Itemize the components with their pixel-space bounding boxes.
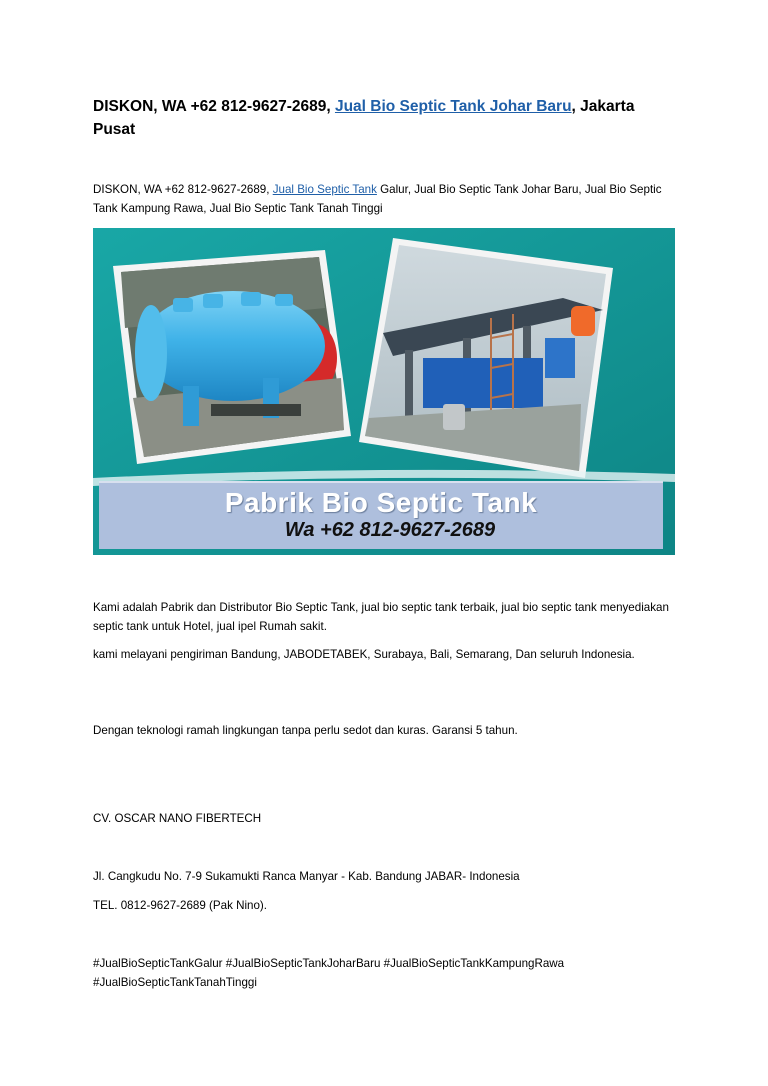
title-link[interactable]: Jual Bio Septic Tank Johar Baru: [334, 98, 572, 115]
banner-title: Pabrik Bio Septic Tank: [224, 487, 538, 518]
company-name: CV. OSCAR NANO FIBERTECH: [93, 812, 262, 825]
intro-link[interactable]: Jual Bio Septic Tank: [272, 183, 377, 196]
paragraph-shipping: kami melayani pengiriman Bandung, JABODETABEK, Surabaya, Bali, Semarang, Dan seluruh Indonesia.: [93, 648, 635, 661]
company-address: Jl. Cangkudu No. 7-9 Sukamukti Ranca Manyar - Kab. Bandung JABAR- Indonesia: [93, 870, 520, 883]
paragraph-technology: Dengan teknologi ramah lingkungan tanpa perlu sedot dan kuras. Garansi 5 tahun.: [93, 724, 518, 737]
company-phone: TEL. 0812-9627-2689 (Pak Nino).: [93, 899, 268, 912]
banner-phone: Wa +62 812-9627-2689: [284, 519, 496, 541]
document-title: [93, 95, 678, 141]
banner-caption: [99, 481, 663, 549]
paragraph-about: Kami adalah Pabrik dan Distributor Bio Septic Tank, jual bio septic tank terbaik, jual bio septic tank menyediakan septic tank untuk Hotel, jual ipel Rumah sakit.: [93, 601, 669, 633]
title-prefix: DISKON, WA +62 812-9627-2689,: [93, 98, 335, 115]
tank-photo: [113, 250, 351, 464]
intro-paragraph: [93, 180, 683, 218]
intro-prefix: DISKON, WA +62 812-9627-2689,: [93, 183, 273, 196]
hashtags: #JualBioSepticTankGalur #JualBioSepticTankJoharBaru #JualBioSepticTankKampungRawa #JualBioSepticTankTanahTinggi: [93, 957, 565, 989]
title-suffix: , Jakarta Pusat: [93, 98, 635, 138]
installation-photo: [359, 238, 613, 478]
intro-suffix: Galur, Jual Bio Septic Tank Johar Baru, Jual Bio Septic Tank Kampung Rawa, Jual Bio Septic Tank Tanah Tinggi: [93, 183, 662, 215]
product-banner-image: [93, 228, 675, 555]
